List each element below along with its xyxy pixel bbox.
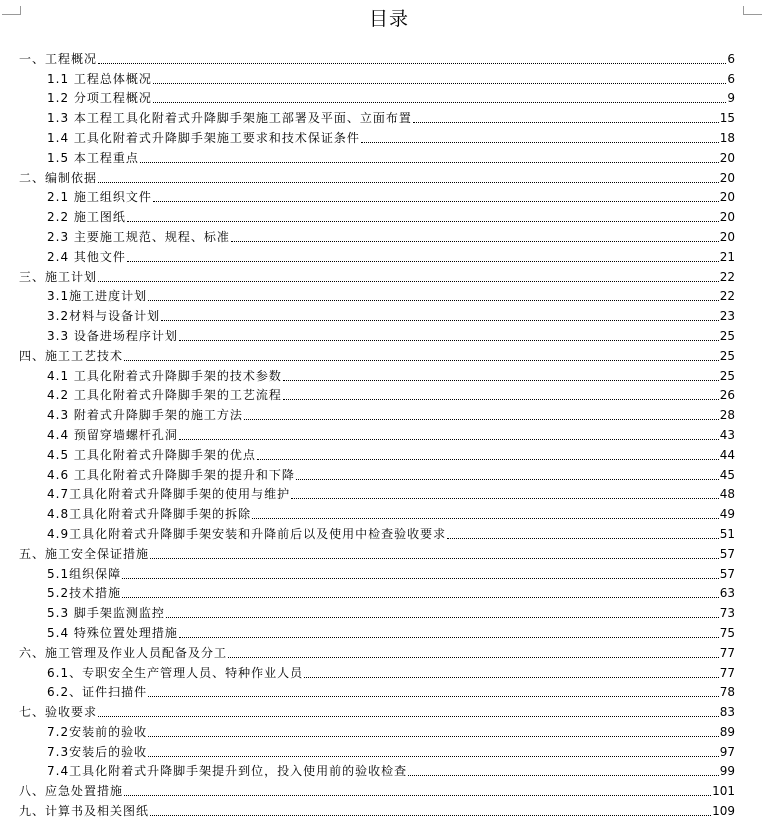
toc-entry-label: 五、施工安全保证措施 <box>19 546 150 561</box>
toc-dot-leader <box>179 439 719 440</box>
toc-entry-label: 1.2 分项工程概况 <box>47 91 152 106</box>
toc-section-entry[interactable] <box>19 244 735 264</box>
toc-entry-label: 4.1 工具化附着式升降脚手架的技术参数 <box>47 368 282 383</box>
toc-section-entry[interactable] <box>19 680 735 700</box>
toc-section-entry[interactable] <box>19 462 735 482</box>
toc-page-number: 99 <box>719 764 735 779</box>
toc-entry-label: 5.3 脚手架监测监控 <box>47 606 165 621</box>
toc-page-number: 49 <box>719 507 735 522</box>
toc-dot-leader <box>148 756 719 757</box>
toc-entry-label: 7.4工具化附着式升降脚手架提升到位，投入使用前的验收检查 <box>47 764 408 779</box>
toc-entry-label: 2.2 施工图纸 <box>47 210 126 225</box>
toc-entry-label: 八、应急处置措施 <box>19 784 124 799</box>
toc-dot-leader <box>153 102 726 103</box>
toc-chapter-entry[interactable] <box>19 798 735 818</box>
toc-section-entry[interactable] <box>19 561 735 581</box>
toc-page-number: 20 <box>719 229 735 244</box>
toc-page-number: 20 <box>719 210 735 225</box>
toc-entry-label: 四、施工工艺技术 <box>19 348 124 363</box>
toc-page-number: 23 <box>719 309 735 324</box>
toc-dot-leader <box>98 182 719 183</box>
toc-page-number: 22 <box>719 269 735 284</box>
toc-dot-leader <box>252 518 719 519</box>
toc-dot-leader <box>228 657 719 658</box>
toc-page-number: 63 <box>719 586 735 601</box>
toc-chapter-entry[interactable] <box>19 699 735 719</box>
toc-entry-label: 二、编制依据 <box>19 170 98 185</box>
toc-page-number: 75 <box>719 625 735 640</box>
toc-dot-leader <box>124 795 711 796</box>
page-title: 目录 <box>368 8 409 30</box>
toc-entry-label: 七、验收要求 <box>19 705 98 720</box>
toc-page-number: 43 <box>719 427 735 442</box>
toc-dot-leader <box>179 340 719 341</box>
toc-page-number: 77 <box>719 645 735 660</box>
toc-section-entry[interactable] <box>19 145 735 165</box>
toc-entry-label: 六、施工管理及作业人员配备及分工 <box>19 645 228 660</box>
toc-entry-label: 4.2 工具化附着式升降脚手架的工艺流程 <box>47 388 282 403</box>
toc-entry-label: 2.4 其他文件 <box>47 249 126 264</box>
toc-dot-leader <box>153 201 719 202</box>
toc-dot-leader <box>166 617 719 618</box>
toc-entry-label: 6.2、证件扫描件 <box>47 685 148 700</box>
toc-dot-leader <box>244 419 719 420</box>
toc-dot-leader <box>98 716 719 717</box>
toc-dot-leader <box>127 261 719 262</box>
toc-page-number: 9 <box>727 91 735 106</box>
toc-dot-leader <box>148 696 719 697</box>
toc-entry-label: 4.7工具化附着式升降脚手架的使用与维护 <box>47 487 291 502</box>
toc-entry-label: 7.2安装前的验收 <box>47 724 148 739</box>
toc-section-entry[interactable] <box>19 383 735 403</box>
toc-section-entry[interactable] <box>19 759 735 779</box>
toc-section-entry[interactable] <box>19 422 735 442</box>
toc-page-number: 20 <box>719 170 735 185</box>
toc-page-number: 101 <box>712 784 735 799</box>
toc-dot-leader <box>361 142 719 143</box>
toc-section-entry[interactable] <box>19 501 735 521</box>
toc-entry-label: 5.2技术措施 <box>47 586 122 601</box>
toc-page-number: 77 <box>719 665 735 680</box>
toc-page-number: 44 <box>719 447 735 462</box>
toc-page-number: 20 <box>719 150 735 165</box>
toc-chapter-entry[interactable] <box>19 46 735 66</box>
toc-dot-leader <box>148 300 719 301</box>
toc-entry-label: 4.6 工具化附着式升降脚手架的提升和下降 <box>47 467 295 482</box>
toc-dot-leader <box>148 736 719 737</box>
toc-dot-leader <box>98 63 726 64</box>
toc-entry-label: 1.1 工程总体概况 <box>47 71 152 86</box>
toc-chapter-entry[interactable] <box>19 778 735 798</box>
toc-dot-leader <box>257 459 719 460</box>
toc-section-entry[interactable] <box>19 284 735 304</box>
toc-page-number: 57 <box>719 546 735 561</box>
toc-section-entry[interactable] <box>19 363 735 383</box>
toc-section-entry[interactable] <box>19 482 735 502</box>
toc-section-entry[interactable] <box>19 442 735 462</box>
table-of-contents <box>19 46 735 818</box>
toc-page-number: 109 <box>712 804 735 819</box>
toc-page-number: 51 <box>719 526 735 541</box>
toc-entry-label: 1.3 本工程工具化附着式升降脚手架施工部署及平面、立面布置 <box>47 111 412 126</box>
toc-dot-leader <box>153 83 726 84</box>
toc-page-number: 73 <box>719 606 735 621</box>
toc-chapter-entry[interactable] <box>19 264 735 284</box>
toc-entry-label: 4.5 工具化附着式升降脚手架的优点 <box>47 447 256 462</box>
toc-section-entry[interactable] <box>19 66 735 86</box>
toc-section-entry[interactable] <box>19 105 735 125</box>
toc-dot-leader <box>447 538 719 539</box>
toc-entry-label: 4.3 附着式升降脚手架的施工方法 <box>47 408 243 423</box>
toc-page-number: 22 <box>719 289 735 304</box>
toc-section-entry[interactable] <box>19 719 735 739</box>
toc-dot-leader <box>150 815 711 816</box>
toc-page-number: 26 <box>719 388 735 403</box>
toc-section-entry[interactable] <box>19 185 735 205</box>
toc-page-number: 15 <box>719 111 735 126</box>
toc-entry-label: 1.4 工具化附着式升降脚手架施工要求和技术保证条件 <box>47 130 360 145</box>
toc-dot-leader <box>161 320 719 321</box>
toc-page-number: 48 <box>719 487 735 502</box>
toc-section-entry[interactable] <box>19 660 735 680</box>
toc-entry-label: 6.1、专职安全生产管理人员、特种作业人员 <box>47 665 304 680</box>
toc-page-number: 6 <box>727 71 735 86</box>
toc-entry-label: 三、施工计划 <box>19 269 98 284</box>
toc-section-entry[interactable] <box>19 224 735 244</box>
toc-entry-label: 2.3 主要施工规范、规程、标准 <box>47 229 230 244</box>
toc-page-number: 21 <box>719 249 735 264</box>
toc-section-entry[interactable] <box>19 303 735 323</box>
toc-dot-leader <box>122 578 719 579</box>
toc-dot-leader <box>127 221 719 222</box>
toc-dot-leader <box>140 162 719 163</box>
toc-page-number: 28 <box>719 408 735 423</box>
toc-dot-leader <box>304 677 719 678</box>
toc-section-entry[interactable] <box>19 86 735 106</box>
toc-chapter-entry[interactable] <box>19 165 735 185</box>
toc-section-entry[interactable] <box>19 125 735 145</box>
toc-page-number: 89 <box>719 724 735 739</box>
toc-dot-leader <box>408 775 719 776</box>
toc-dot-leader <box>296 479 719 480</box>
toc-dot-leader <box>150 558 719 559</box>
toc-entry-label: 3.1施工进度计划 <box>47 289 148 304</box>
toc-entry-label: 4.8工具化附着式升降脚手架的拆除 <box>47 507 252 522</box>
toc-section-entry[interactable] <box>19 600 735 620</box>
toc-entry-label: 4.9工具化附着式升降脚手架安装和升降前后以及使用中检查验收要求 <box>47 526 447 541</box>
toc-section-entry[interactable] <box>19 739 735 759</box>
toc-page-number: 20 <box>719 190 735 205</box>
toc-section-entry[interactable] <box>19 323 735 343</box>
toc-page-number: 25 <box>719 368 735 383</box>
toc-entry-label: 3.2材料与设备计划 <box>47 309 161 324</box>
toc-dot-leader <box>291 498 719 499</box>
toc-dot-leader <box>413 122 719 123</box>
toc-entry-label: 7.3安装后的验收 <box>47 744 148 759</box>
toc-dot-leader <box>124 360 719 361</box>
toc-section-entry[interactable] <box>19 402 735 422</box>
toc-entry-label: 一、工程概况 <box>19 51 98 66</box>
toc-entry-label: 5.1组织保障 <box>47 566 122 581</box>
toc-dot-leader <box>283 399 719 400</box>
toc-entry-label: 4.4 预留穿墙螺杆孔洞 <box>47 427 178 442</box>
toc-chapter-entry[interactable] <box>19 640 735 660</box>
toc-section-entry[interactable] <box>19 581 735 601</box>
toc-entry-label: 3.3 设备进场程序计划 <box>47 328 178 343</box>
toc-entry-label: 2.1 施工组织文件 <box>47 190 152 205</box>
toc-page-number: 25 <box>719 328 735 343</box>
toc-section-entry[interactable] <box>19 204 735 224</box>
toc-page-number: 97 <box>719 744 735 759</box>
toc-dot-leader <box>122 597 719 598</box>
toc-dot-leader <box>283 380 719 381</box>
toc-page-number: 78 <box>719 685 735 700</box>
toc-page-number: 57 <box>719 566 735 581</box>
toc-page-number: 25 <box>719 348 735 363</box>
toc-entry-label: 九、计算书及相关图纸 <box>19 804 150 819</box>
toc-page-number: 83 <box>719 705 735 720</box>
toc-section-entry[interactable] <box>19 620 735 640</box>
toc-page-number: 6 <box>727 51 735 66</box>
toc-section-entry[interactable] <box>19 521 735 541</box>
toc-entry-label: 1.5 本工程重点 <box>47 150 139 165</box>
toc-chapter-entry[interactable] <box>19 343 735 363</box>
toc-dot-leader <box>98 281 719 282</box>
toc-chapter-entry[interactable] <box>19 541 735 561</box>
toc-dot-leader <box>231 241 719 242</box>
toc-page-number: 45 <box>719 467 735 482</box>
toc-dot-leader <box>179 637 719 638</box>
toc-page-number: 18 <box>719 130 735 145</box>
toc-entry-label: 5.4 特殊位置处理措施 <box>47 625 178 640</box>
